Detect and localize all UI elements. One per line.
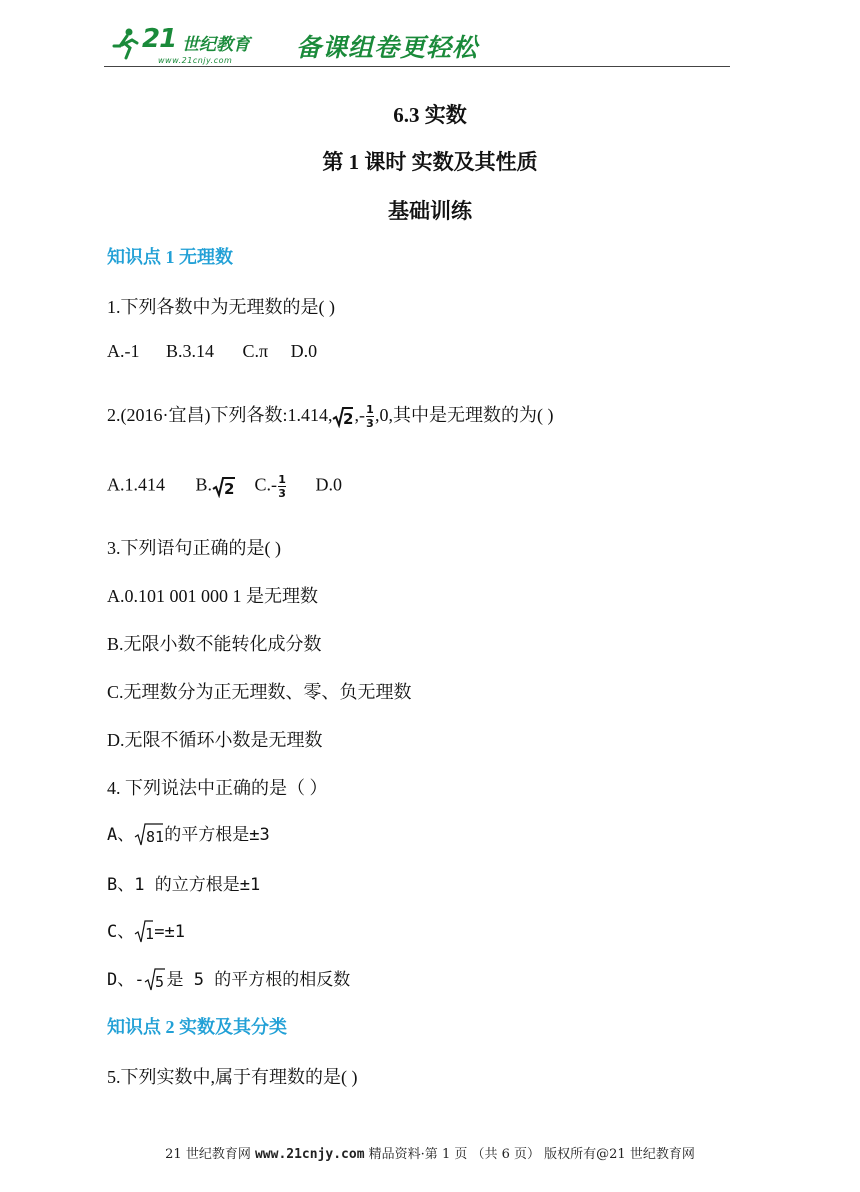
question-2-options <box>107 474 342 499</box>
knowledge-point-1: 知识点 1 无理数 <box>107 247 233 267</box>
sqrt-symbol-icon <box>144 967 166 993</box>
section-title: 6.3 实数 <box>393 103 467 127</box>
fraction <box>278 474 286 499</box>
question-3-option-b: B.无限小数不能转化成分数 <box>107 634 322 654</box>
question-3-option-a: A.0.101 001 000 1 是无理数 <box>107 586 318 606</box>
logo-url: www.21cnjy.com <box>158 56 233 65</box>
lesson-title: 第 1 课时 实数及其性质 <box>322 150 538 174</box>
question-4-option-d <box>107 965 350 993</box>
logo-text: 世纪教育 <box>182 35 250 55</box>
sqrt-radicand: 2 <box>224 479 235 498</box>
question-2-stem <box>107 401 553 429</box>
question-1-options <box>107 341 317 362</box>
question-3-option-c: C.无理数分为正无理数、零、负无理数 <box>107 682 412 702</box>
footer-suffix: 精品资料·第 1 页 （共 6 页） 版权所有@21 世纪教育网 <box>364 1147 695 1162</box>
header-divider <box>104 66 730 67</box>
question-3-stem: 3.下列语句正确的是( ) <box>107 538 281 558</box>
sqrt-radicand: 5 <box>155 973 165 991</box>
question-3-option-d: D.无限不循环小数是无理数 <box>107 730 323 750</box>
option-a-prefix: A、 <box>107 825 135 845</box>
sqrt-radicand: 1 <box>145 925 155 943</box>
sqrt-symbol-icon <box>134 822 164 848</box>
question-1-stem: 1.下列各数中为无理数的是( ) <box>107 297 335 317</box>
option-d-text: 是 5 的平方根的相反数 <box>166 970 351 990</box>
sqrt-symbol-icon <box>332 406 354 428</box>
sqrt-symbol-icon <box>134 919 154 945</box>
option-b: B.3.14 <box>166 341 215 361</box>
header-slogan: 备课组卷更轻松 <box>296 33 479 62</box>
knowledge-point-2: 知识点 2 实数及其分类 <box>107 1017 287 1037</box>
option-d: D.0 <box>315 474 343 495</box>
question-5-stem: 5.下列实数中,属于有理数的是( ) <box>107 1067 358 1087</box>
fraction-numerator: 1 <box>278 473 286 486</box>
fraction-denominator: 3 <box>278 487 286 500</box>
question-2-stem-part-3: ,0,其中是无理数的为( ) <box>374 405 554 425</box>
question-4-option-a <box>107 820 270 848</box>
option-c: C.- <box>254 474 278 495</box>
footer-prefix: 21 世纪教育网 <box>165 1147 255 1162</box>
sqrt-symbol-icon <box>212 476 236 498</box>
part-title: 基础训练 <box>388 199 472 223</box>
option-b: B. <box>195 474 213 495</box>
sqrt-radicand: 81 <box>146 828 165 846</box>
page-footer <box>0 1143 860 1162</box>
footer-site-link[interactable]: www.21cnjy.com <box>254 1147 365 1162</box>
option-d: D.0 <box>290 341 318 361</box>
question-4-option-b: B、1 的立方根是±1 <box>107 875 261 895</box>
runner-logo-icon <box>110 26 140 62</box>
question-4-option-c <box>107 917 185 945</box>
option-a: A.1.414 <box>107 474 165 495</box>
option-c: C.π <box>242 341 269 361</box>
question-4-stem: 4. 下列说法中正确的是（ ） <box>107 778 328 798</box>
fraction <box>366 404 374 429</box>
option-c-prefix: C、 <box>107 922 135 942</box>
option-c-text: =±1 <box>154 922 185 942</box>
sqrt-radicand: 2 <box>343 409 354 428</box>
question-2-stem-part-2: ,- <box>354 405 365 425</box>
fraction-numerator: 1 <box>366 403 374 417</box>
question-2-stem-part-1: 2.(2016·宜昌)下列各数:1.414, <box>107 405 333 425</box>
page-header <box>104 22 730 72</box>
option-a-text: 的平方根是±3 <box>164 825 270 845</box>
logo-number: 21 <box>142 24 177 54</box>
option-d-prefix: D、- <box>107 970 145 990</box>
fraction-denominator: 3 <box>366 417 374 431</box>
option-a: A.-1 <box>107 341 140 361</box>
